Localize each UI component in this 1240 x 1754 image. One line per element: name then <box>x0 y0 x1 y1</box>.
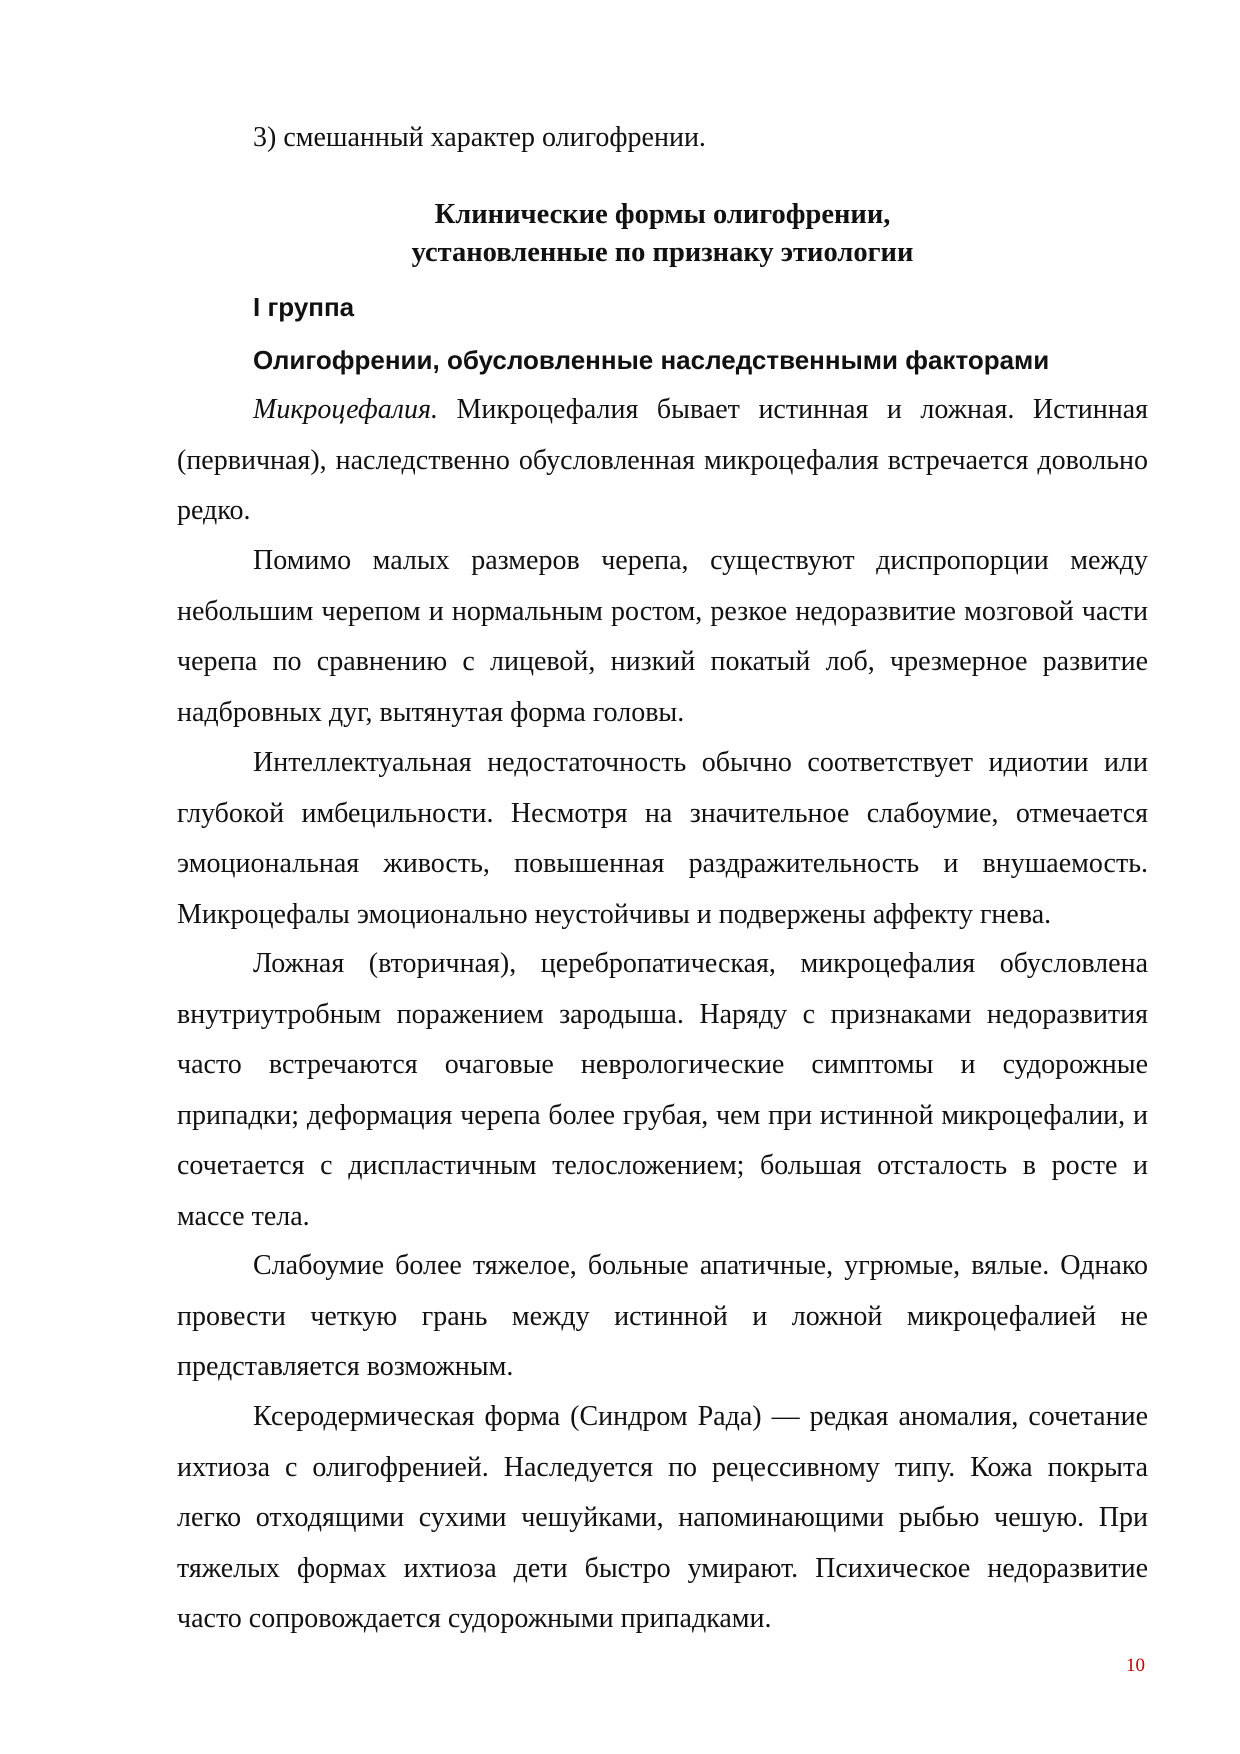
section-title-line-2: установленные по признаку этиологии <box>411 237 914 268</box>
intro-list-item: 3) смешанный характер олигофрении. <box>253 122 706 153</box>
paragraph-microcephaly <box>177 385 1148 537</box>
paragraph-skull-disproportion: Помимо малых размеров черепа, существуют диспропорции между небольшим черепом и нормальным ростом, резкое недоразвитие мозговой части черепа по сравнению с лицевой, низкий покатый лоб, чрезмерное развитие надбровных дуг, вытянутая форма головы. <box>177 545 1148 728</box>
paragraph-false-microcephaly: Ложная (вторичная), церебропатическая, микроцефалия обусловлена внутриутробным поражением зародыша. Наряду с признаками недоразвития часто встречаются очаговые неврологические симптомы и судорожные припадки; деформация черепа более грубая, чем при истинной микроцефалии, и сочетается с диспластичным телосложением; большая отсталость в росте и массе тела. <box>177 948 1148 1232</box>
paragraph-intellectual-deficit: Интеллектуальная недостаточность обычно соответствует идиотии или глубокой имбецильности. Несмотря на значительное слабоумие, отмечается эмоциональная живость, повышенная раздражительность и внушаемость. Микроцефалы эмоционально неустойчивы и подвержены аффекту гнева. <box>177 747 1148 930</box>
paragraph-text: Микроцефалия бывает истинная и ложная. Истинная (первичная), наследственно обусловленная микроцефалия встречается довольно редко. <box>177 394 1148 526</box>
group-subtitle: Олигофрении, обусловленные наследственными факторами <box>253 345 1050 375</box>
paragraph-dementia: Слабоумие более тяжелое, больные апатичные, угрюмые, вялые. Однако провести четкую грань между истинной и ложной микроцефалией не представляется возможным. <box>177 1250 1148 1382</box>
page-number: 10 <box>1126 1655 1145 1676</box>
paragraph-xerodermic-form: Ксеродермическая форма (Синдром Рада) — редкая аномалия, сочетание ихтиоза с олигофренией. Наследуется по рецессивному типу. Кожа покрыта легко отходящими сухими чешуйками, напоминающими рыбью чешую. При тяжелых формах ихтиоза дети быстро умирают. Психическое недоразвитие часто сопровождается судорожными припадками. <box>177 1401 1148 1634</box>
section-title-line-1: Клинические формы олигофрении, <box>434 199 891 230</box>
paragraph-lead-term: Микроцефалия. <box>253 394 438 425</box>
section-title <box>177 196 1148 272</box>
group-label: I группа <box>253 292 355 322</box>
